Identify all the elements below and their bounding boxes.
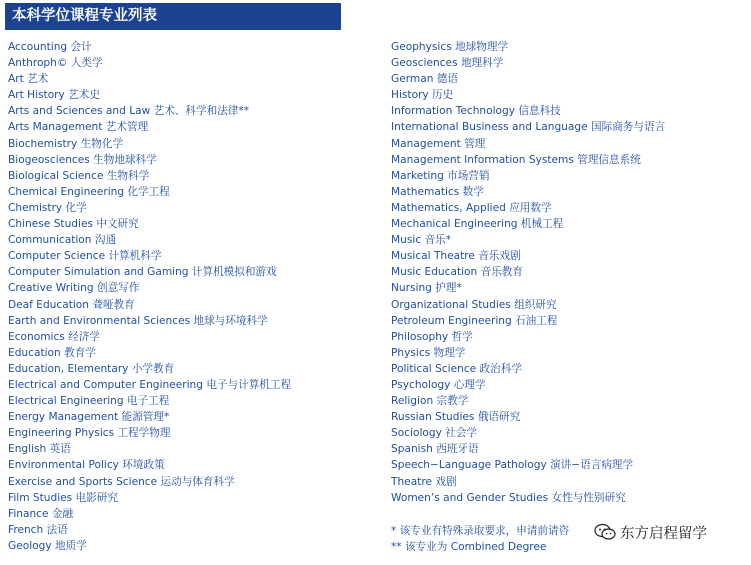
major-item: German 德语 (391, 73, 458, 86)
major-item: English 英语 (8, 443, 71, 456)
major-item: Creative Writing 创意写作 (8, 282, 140, 295)
footnotes (391, 523, 569, 555)
major-item: Computer Simulation and Gaming 计算机模拟和游戏 (8, 266, 277, 279)
major-item: Education 教育学 (8, 346, 96, 359)
major-item: Women’s and Gender Studies 女性与性别研究 (391, 491, 626, 504)
major-item: Deaf Education 聋哑教育 (8, 298, 135, 311)
major-item: Art History 艺术史 (8, 89, 100, 102)
major-item: Biochemistry 生物化学 (8, 137, 124, 150)
major-item: Mathematics 数学 (391, 185, 484, 198)
major-item: Musical Theatre 音乐戏剧 (391, 250, 521, 263)
major-item: Russian Studies 俄语研究 (391, 411, 521, 424)
major-item: Education, Elementary 小学教育 (8, 362, 175, 375)
major-item: Electrical Engineering 电子工程 (8, 395, 170, 408)
major-item: Nursing 护理* (391, 282, 462, 295)
major-item: Communication 沟通 (8, 234, 117, 247)
major-item: Chinese Studies 中文研究 (8, 218, 139, 231)
major-item: Anthroph© 人类学 (8, 57, 103, 70)
major-item: French 法语 (8, 523, 68, 536)
major-item: Political Science 政治科学 (391, 362, 522, 375)
major-item: Environmental Policy 环境政策 (8, 459, 165, 472)
watermark (592, 519, 711, 545)
major-item: Energy Management 能源管理* (8, 411, 170, 424)
major-item: Physics 物理学 (391, 346, 466, 359)
major-list-left (8, 39, 291, 554)
major-item: Engineering Physics 工程学物理 (8, 427, 171, 440)
major-item: Petroleum Engineering 石油工程 (391, 314, 558, 327)
major-item: Information Technology 信息科技 (391, 105, 561, 118)
major-item: Mechanical Engineering 机械工程 (391, 218, 564, 231)
major-item: Management 管理 (391, 137, 486, 150)
major-item: Earth and Environmental Sciences 地球与环境科学 (8, 314, 268, 327)
major-item: Exercise and Sports Science 运动与体育科学 (8, 475, 235, 488)
major-item: Speech−Language Pathology 演讲−语言病理学 (391, 459, 634, 472)
footnote-combined-degree: ** 该专业为 Combined Degree (391, 541, 547, 554)
major-item: Psychology 心理学 (391, 378, 486, 391)
major-item: Music 音乐* (391, 234, 451, 247)
major-item: Chemical Engineering 化学工程 (8, 185, 170, 198)
major-item: Philosophy 哲学 (391, 330, 473, 343)
major-item: Geophysics 地球物理学 (391, 41, 509, 53)
major-item: Sociology 社会学 (391, 427, 478, 440)
watermark-text: 东方启程留学 (620, 525, 707, 542)
major-item: Chemistry 化学 (8, 201, 87, 214)
major-list-right (391, 39, 665, 506)
page-title: 本科学位课程专业列表 (12, 8, 157, 24)
major-item: Geology 地质学 (8, 539, 87, 552)
major-item: Electrical and Computer Engineering 电子与计算机工程 (8, 378, 292, 391)
major-item: Mathematics, Applied 应用数学 (391, 201, 552, 214)
major-item: Art 艺术 (8, 73, 49, 86)
footnote-special-requirements: * 该专业有特殊录取要求，申请前请咨 (391, 525, 570, 537)
major-item: Music Education 音乐教育 (391, 266, 523, 279)
wechat-icon (594, 523, 616, 541)
major-item: Biological Science 生物科学 (8, 169, 150, 182)
major-item: Computer Science 计算机科学 (8, 250, 162, 263)
major-item: Biogeosciences 生物地球科学 (8, 153, 157, 166)
major-item: History 历史 (391, 89, 454, 102)
major-item: Geosciences 地理科学 (391, 57, 504, 70)
major-item: Management Information Systems 管理信息系统 (391, 153, 641, 166)
major-item: Theatre 戏剧 (391, 475, 457, 488)
major-item: Marketing 市场营销 (391, 169, 490, 182)
major-item: Film Studies 电影研究 (8, 491, 118, 504)
major-item: Religion 宗教学 (391, 395, 469, 408)
major-item: Organizational Studies 组织研究 (391, 298, 557, 311)
major-item: Economics 经济学 (8, 330, 100, 343)
section-header (5, 3, 341, 30)
major-item: Accounting 会计 (8, 41, 92, 53)
major-item: International Business and Language 国际商务与语言 (391, 121, 666, 134)
major-item: Arts Management 艺术管理 (8, 121, 149, 134)
major-item: Spanish 西班牙语 (391, 443, 479, 456)
major-item: Arts and Sciences and Law 艺术、科学和法律** (8, 105, 249, 118)
major-item: Finance 金融 (8, 507, 74, 520)
